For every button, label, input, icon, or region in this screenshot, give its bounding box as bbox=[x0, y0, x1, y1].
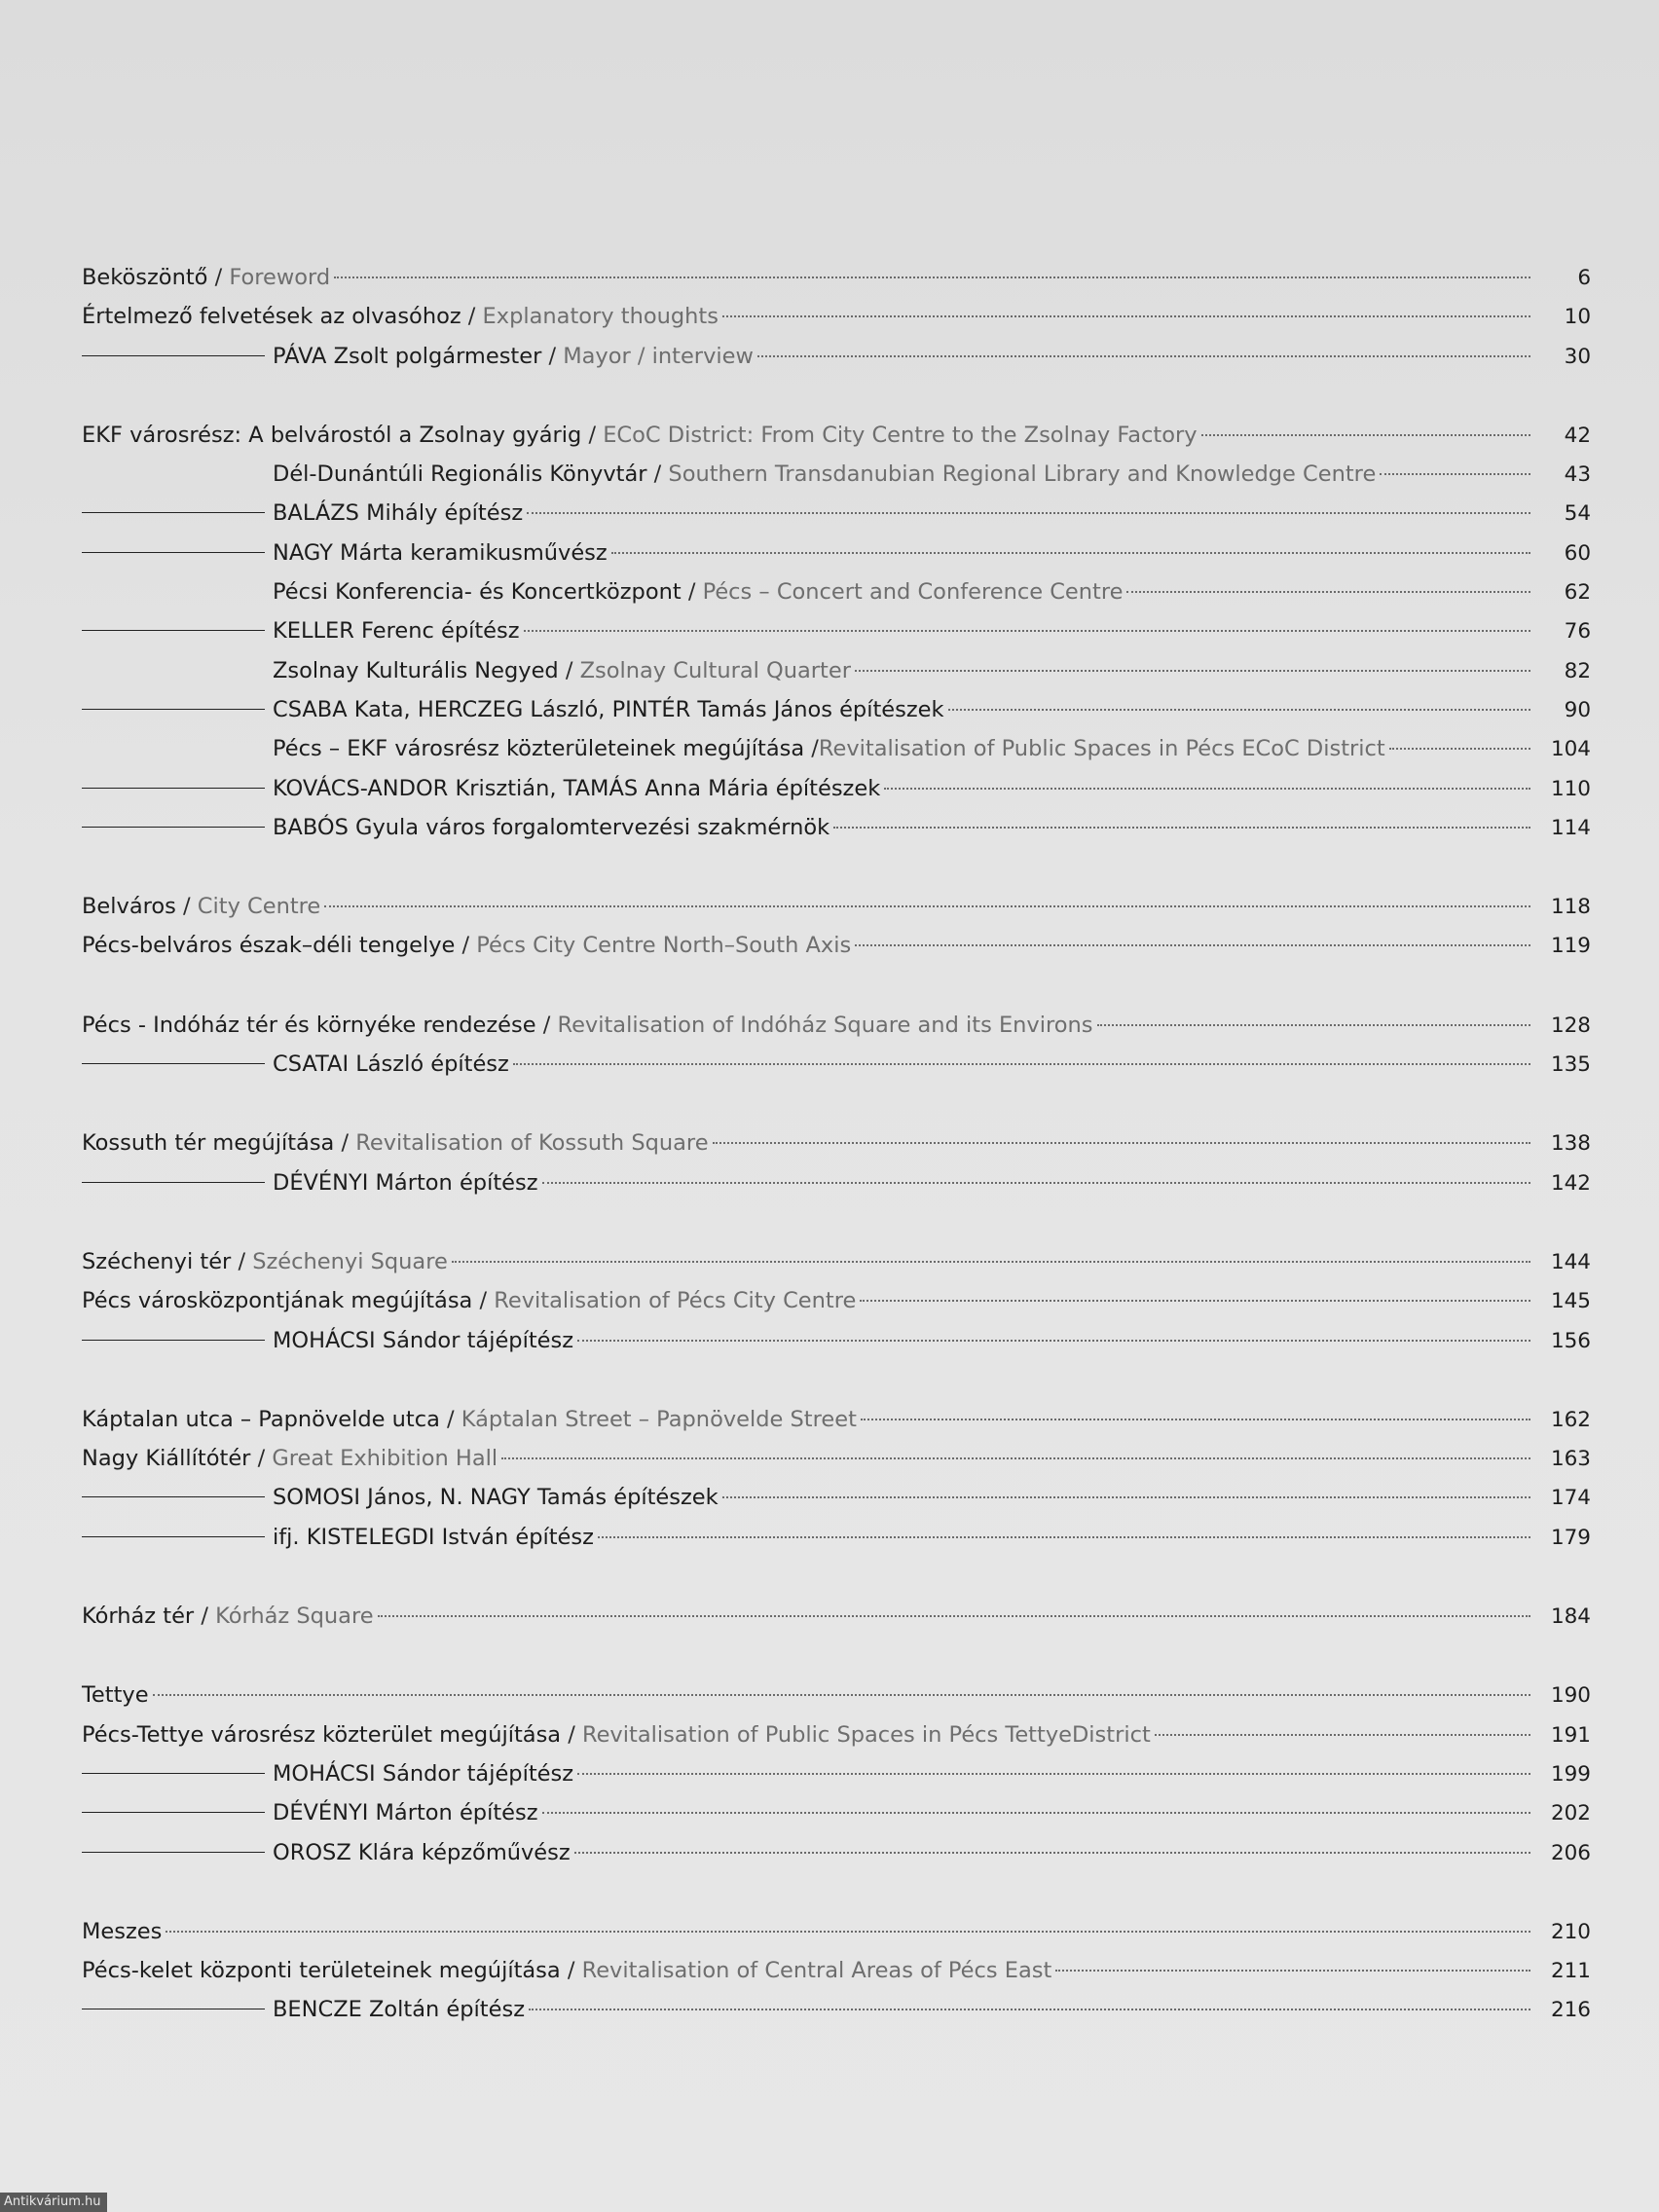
leader-rule bbox=[82, 355, 265, 356]
entry-title-english: Revitalisation of Indóház Square and its Environs bbox=[557, 1012, 1093, 1038]
toc-section bbox=[82, 1400, 1591, 1557]
dot-leader bbox=[598, 1536, 1530, 1538]
toc-entry[interactable] bbox=[82, 1912, 1591, 1951]
page-number: 128 bbox=[1550, 1013, 1591, 1038]
entry-title-hungarian: Pécs városközpontjának megújítása bbox=[82, 1288, 473, 1314]
entry-title-hungarian: Pécs-kelet központi területeinek megújítása bbox=[82, 1958, 561, 1984]
entry-title-english: Explanatory thoughts bbox=[482, 304, 719, 330]
title-separator: / bbox=[175, 894, 198, 920]
leader-rule bbox=[82, 1773, 265, 1774]
dot-leader bbox=[378, 1615, 1530, 1617]
toc-entry[interactable] bbox=[82, 1006, 1591, 1045]
toc-section bbox=[82, 1006, 1591, 1085]
page-number: 174 bbox=[1550, 1486, 1591, 1511]
toc-entry[interactable] bbox=[82, 1163, 1591, 1202]
dot-leader bbox=[713, 1142, 1530, 1144]
dot-leader bbox=[1380, 473, 1530, 475]
title-separator: / bbox=[439, 1406, 461, 1432]
leader-rule bbox=[82, 1340, 265, 1341]
toc-entry[interactable] bbox=[82, 258, 1591, 297]
toc-section bbox=[82, 887, 1591, 966]
title-separator: / bbox=[207, 265, 230, 290]
toc-entry[interactable] bbox=[82, 651, 1591, 690]
entry-title-hungarian: BABÓS Gyula város forgalomtervezési szakmérnök bbox=[273, 814, 830, 840]
dot-leader bbox=[513, 1063, 1530, 1065]
entry-title-hungarian: ifj. KISTELEGDI István építész bbox=[273, 1524, 594, 1550]
entry-title-hungarian: Pécs-Tettye városrész közterület megújítása bbox=[82, 1721, 562, 1748]
entry-title bbox=[273, 611, 520, 650]
entry-title bbox=[82, 1242, 448, 1281]
toc-entry[interactable] bbox=[82, 769, 1591, 808]
entry-title-hungarian: Káptalan utca – Papnövelde utca bbox=[82, 1406, 440, 1432]
entry-title bbox=[82, 1400, 857, 1439]
entry-title-english: Zsolnay Cultural Quarter bbox=[579, 657, 851, 683]
entry-title bbox=[82, 258, 330, 297]
dot-leader bbox=[577, 1340, 1530, 1342]
entry-title-hungarian: BENCZE Zoltán építész bbox=[273, 1997, 526, 2023]
entry-title bbox=[273, 1990, 525, 2029]
toc-entry[interactable] bbox=[82, 1439, 1591, 1478]
entry-title bbox=[273, 1045, 509, 1084]
entry-title-hungarian: Pécs-belváros észak–déli tengelye bbox=[82, 933, 456, 959]
toc-entry[interactable] bbox=[82, 729, 1591, 768]
leader-rule bbox=[82, 1852, 265, 1853]
page-number: 10 bbox=[1564, 305, 1591, 330]
entry-title-hungarian: OROSZ Klára képzőművész bbox=[273, 1839, 571, 1865]
page-number: 82 bbox=[1564, 658, 1591, 683]
dot-leader bbox=[1055, 1970, 1530, 1972]
dot-leader bbox=[527, 512, 1530, 514]
title-separator: / bbox=[646, 461, 669, 488]
page-number: 62 bbox=[1564, 580, 1591, 606]
page-number: 179 bbox=[1550, 1525, 1591, 1550]
entry-title-hungarian: PÁVA Zsolt polgármester bbox=[273, 343, 542, 369]
toc-entry[interactable] bbox=[82, 1715, 1591, 1754]
leader-rule bbox=[82, 1812, 265, 1813]
entry-title-hungarian: Zsolnay Kulturális Negyed bbox=[273, 657, 559, 683]
toc-section bbox=[82, 258, 1591, 376]
dot-leader bbox=[574, 1852, 1530, 1854]
toc-entry[interactable] bbox=[82, 297, 1591, 336]
entry-title-english: Revitalisation of Public Spaces in Pécs ECoC District bbox=[818, 736, 1385, 762]
toc-entry[interactable] bbox=[82, 534, 1591, 572]
entry-title bbox=[82, 1124, 709, 1162]
entry-title-hungarian: Pécsi Konferencia- és Koncertközpont bbox=[273, 579, 682, 606]
entry-title bbox=[273, 651, 851, 690]
page-number: 118 bbox=[1550, 895, 1591, 920]
toc-section bbox=[82, 1597, 1591, 1636]
entry-title bbox=[273, 534, 608, 572]
entry-title-hungarian: Kórház tér bbox=[82, 1604, 195, 1630]
toc-entry[interactable] bbox=[82, 1124, 1591, 1162]
dot-leader bbox=[855, 944, 1530, 946]
title-separator: / bbox=[250, 1446, 273, 1472]
entry-title bbox=[273, 455, 1376, 494]
dot-leader bbox=[884, 788, 1530, 790]
toc-entry[interactable] bbox=[82, 690, 1591, 729]
entry-title bbox=[273, 572, 1123, 611]
entry-title bbox=[273, 337, 754, 376]
toc-entry[interactable] bbox=[82, 1281, 1591, 1320]
leader-rule bbox=[82, 1496, 265, 1497]
entry-title-hungarian: MOHÁCSI Sándor tájépítész bbox=[273, 1327, 574, 1353]
entry-title-hungarian: Pécs - Indóház tér és környéke rendezése bbox=[82, 1012, 536, 1038]
title-separator: / bbox=[558, 657, 580, 683]
entry-title bbox=[273, 1478, 719, 1517]
toc-entry[interactable] bbox=[82, 416, 1591, 455]
entry-title bbox=[82, 926, 851, 965]
title-separator: / bbox=[535, 1012, 558, 1038]
title-separator: / bbox=[334, 1130, 356, 1157]
page-number: 210 bbox=[1550, 1919, 1591, 1944]
entry-title-hungarian: DÉVÉNYI Márton építész bbox=[273, 1169, 538, 1196]
title-separator: / bbox=[681, 579, 703, 606]
dot-leader bbox=[1155, 1734, 1530, 1736]
dot-leader bbox=[1097, 1024, 1531, 1026]
leader-rule bbox=[82, 512, 265, 513]
dot-leader bbox=[542, 1812, 1530, 1814]
title-separator: / bbox=[194, 1604, 216, 1630]
page-number: 144 bbox=[1550, 1249, 1591, 1274]
entry-title-hungarian: Meszes bbox=[82, 1918, 163, 1944]
page-number: 162 bbox=[1550, 1407, 1591, 1432]
entry-title-english: Great Exhibition Hall bbox=[272, 1446, 498, 1472]
entry-title bbox=[273, 494, 523, 533]
toc-entry[interactable] bbox=[82, 1951, 1591, 1990]
entry-title-hungarian: Beköszöntő bbox=[82, 265, 208, 290]
watermark: Antikvárium.hu bbox=[0, 2193, 107, 2212]
entry-title-english: Revitalisation of Public Spaces in Pécs TettyeDistrict bbox=[581, 1721, 1151, 1748]
toc-entry[interactable] bbox=[82, 1833, 1591, 1872]
entry-title-hungarian: Nagy Kiállítótér bbox=[82, 1446, 251, 1472]
toc-entry[interactable] bbox=[82, 1676, 1591, 1714]
entry-title-hungarian: Pécs – EKF városrész közterületeinek megújítása bbox=[273, 736, 805, 762]
page-number: 206 bbox=[1550, 1840, 1591, 1865]
dot-leader bbox=[324, 905, 1530, 907]
entry-title bbox=[273, 1833, 571, 1872]
page-number: 184 bbox=[1550, 1604, 1591, 1630]
toc-entry[interactable] bbox=[82, 337, 1591, 376]
toc-entry[interactable] bbox=[82, 1990, 1591, 2029]
entry-title bbox=[82, 297, 719, 336]
toc-entry[interactable] bbox=[82, 1754, 1591, 1793]
leader-rule bbox=[82, 1182, 265, 1183]
toc-entry[interactable] bbox=[82, 1045, 1591, 1084]
dot-leader bbox=[153, 1694, 1530, 1696]
dot-leader bbox=[334, 276, 1530, 278]
leader-rule bbox=[82, 827, 265, 828]
dot-leader bbox=[948, 709, 1530, 711]
entry-title-english: Mayor / interview bbox=[563, 343, 754, 369]
dot-leader bbox=[166, 1931, 1530, 1933]
page-number: 43 bbox=[1564, 462, 1591, 488]
toc-entry[interactable] bbox=[82, 808, 1591, 847]
entry-title bbox=[273, 769, 880, 808]
entry-title-hungarian: SOMOSI János, N. NAGY Tamás építészek bbox=[273, 1485, 719, 1511]
page-number: 202 bbox=[1550, 1801, 1591, 1826]
toc-entry[interactable] bbox=[82, 1597, 1591, 1636]
dot-leader bbox=[861, 1419, 1530, 1420]
title-separator: / bbox=[560, 1958, 582, 1984]
dot-leader bbox=[611, 552, 1530, 554]
title-separator: / bbox=[804, 736, 819, 762]
page-number: 142 bbox=[1550, 1170, 1591, 1196]
leader-rule bbox=[82, 1063, 265, 1064]
leader-rule bbox=[82, 630, 265, 631]
toc-entry[interactable] bbox=[82, 572, 1591, 611]
dot-leader bbox=[722, 315, 1530, 317]
page-number: 145 bbox=[1550, 1289, 1591, 1314]
title-separator: / bbox=[461, 304, 483, 330]
entry-title-hungarian: NAGY Márta keramikusművész bbox=[273, 539, 608, 566]
entry-title bbox=[82, 1439, 498, 1478]
leader-rule bbox=[82, 709, 265, 710]
dot-leader bbox=[722, 1496, 1530, 1498]
entry-title-hungarian: CSATAI László építész bbox=[273, 1051, 509, 1078]
entry-title bbox=[82, 1597, 374, 1636]
title-separator: / bbox=[561, 1721, 582, 1748]
toc-entry[interactable] bbox=[82, 494, 1591, 533]
entry-title-english: Revitalisation of Kossuth Square bbox=[355, 1130, 709, 1157]
title-separator: / bbox=[541, 343, 564, 369]
toc-entry[interactable] bbox=[82, 455, 1591, 494]
title-separator: / bbox=[472, 1288, 495, 1314]
page-number: 216 bbox=[1550, 1998, 1591, 2023]
entry-title-hungarian: EKF városrész: A belvárostól a Zsolnay gyárig bbox=[82, 422, 582, 448]
toc-entry[interactable] bbox=[82, 1400, 1591, 1439]
toc-section bbox=[82, 1676, 1591, 1871]
dot-leader bbox=[833, 827, 1530, 829]
entry-title bbox=[273, 1321, 573, 1360]
toc-section bbox=[82, 1912, 1591, 2030]
entry-title bbox=[273, 1754, 573, 1793]
page-number: 42 bbox=[1564, 423, 1591, 448]
entry-title bbox=[82, 1281, 856, 1320]
entry-title-english: ECoC District: From City Centre to the Zsolnay Factory bbox=[603, 422, 1198, 448]
page-number: 156 bbox=[1550, 1328, 1591, 1353]
entry-title-hungarian: CSABA Kata, HERCZEG László, PINTÉR Tamás János építészek bbox=[273, 696, 944, 722]
entry-title bbox=[82, 1715, 1151, 1754]
entry-title-english: Pécs – Concert and Conference Centre bbox=[702, 579, 1124, 606]
dot-leader bbox=[542, 1182, 1530, 1184]
page-number: 76 bbox=[1564, 619, 1591, 645]
entry-title bbox=[273, 1793, 538, 1832]
toc-entry[interactable] bbox=[82, 1793, 1591, 1832]
entry-title bbox=[82, 1912, 162, 1951]
entry-title-hungarian: Belváros bbox=[82, 894, 176, 920]
page-number: 199 bbox=[1550, 1761, 1591, 1787]
dot-leader bbox=[1126, 591, 1530, 593]
toc-section bbox=[82, 1242, 1591, 1360]
entry-title-hungarian: MOHÁCSI Sándor tájépítész bbox=[273, 1760, 574, 1787]
entry-title bbox=[273, 729, 1385, 768]
page-number: 110 bbox=[1550, 776, 1591, 801]
dot-leader bbox=[577, 1773, 1530, 1775]
page-number: 114 bbox=[1550, 815, 1591, 840]
entry-title-english: Foreword bbox=[229, 265, 331, 290]
leader-rule bbox=[82, 1536, 265, 1537]
toc-section bbox=[82, 416, 1591, 847]
toc-entry[interactable] bbox=[82, 1321, 1591, 1360]
entry-title-english: Kórház Square bbox=[215, 1604, 374, 1630]
dot-leader bbox=[1201, 434, 1530, 436]
dot-leader bbox=[524, 630, 1530, 632]
entry-title bbox=[82, 887, 320, 926]
dot-leader bbox=[757, 355, 1530, 357]
entry-title-english: City Centre bbox=[197, 894, 321, 920]
page-number: 60 bbox=[1564, 540, 1591, 566]
title-separator: / bbox=[231, 1248, 253, 1274]
entry-title-hungarian: Kossuth tér megújítása bbox=[82, 1130, 335, 1157]
toc-entry[interactable] bbox=[82, 1242, 1591, 1281]
toc-entry[interactable] bbox=[82, 926, 1591, 965]
table-of-contents bbox=[82, 258, 1591, 2070]
toc-entry[interactable] bbox=[82, 611, 1591, 650]
page-number: 138 bbox=[1550, 1131, 1591, 1157]
entry-title-hungarian: Széchenyi tér bbox=[82, 1248, 232, 1274]
toc-entry[interactable] bbox=[82, 1478, 1591, 1517]
entry-title-hungarian: Tettye bbox=[82, 1682, 149, 1709]
entry-title bbox=[82, 416, 1198, 455]
entry-title bbox=[82, 1006, 1093, 1045]
page-number: 190 bbox=[1550, 1683, 1591, 1709]
entry-title-hungarian: KOVÁCS-ANDOR Krisztián, TAMÁS Anna Mária építészek bbox=[273, 775, 881, 801]
entry-title-english: Revitalisation of Pécs City Centre bbox=[494, 1288, 857, 1314]
page-number: 191 bbox=[1550, 1722, 1591, 1748]
dot-leader bbox=[529, 2009, 1530, 2010]
entry-title-hungarian: KELLER Ferenc építész bbox=[273, 618, 520, 645]
entry-title-hungarian: DÉVÉNYI Márton építész bbox=[273, 1800, 538, 1826]
entry-title-english: Pécs City Centre North–South Axis bbox=[476, 933, 852, 959]
toc-section bbox=[82, 1124, 1591, 1202]
dot-leader bbox=[1389, 748, 1530, 750]
entry-title-english: Southern Transdanubian Regional Library and Knowledge Centre bbox=[668, 461, 1377, 488]
page-number: 30 bbox=[1564, 344, 1591, 369]
dot-leader bbox=[860, 1300, 1530, 1302]
entry-title-hungarian: Értelmező felvetések az olvasóhoz bbox=[82, 304, 461, 330]
entry-title bbox=[273, 1163, 538, 1202]
page-number: 104 bbox=[1550, 737, 1591, 762]
entry-title bbox=[82, 1676, 149, 1714]
toc-entry[interactable] bbox=[82, 1518, 1591, 1557]
leader-rule bbox=[82, 552, 265, 553]
entry-title-english: Káptalan Street – Papnövelde Street bbox=[461, 1406, 857, 1432]
entry-title bbox=[273, 808, 830, 847]
toc-entry[interactable] bbox=[82, 887, 1591, 926]
page-number: 135 bbox=[1550, 1052, 1591, 1078]
entry-title bbox=[273, 1518, 594, 1557]
page-number: 6 bbox=[1577, 266, 1591, 290]
entry-title-english: Széchenyi Square bbox=[252, 1248, 448, 1274]
entry-title bbox=[82, 1951, 1051, 1990]
entry-title-hungarian: BALÁZS Mihály építész bbox=[273, 500, 524, 527]
entry-title bbox=[273, 690, 944, 729]
entry-title-english: Revitalisation of Central Areas of Pécs East bbox=[581, 1958, 1052, 1984]
title-separator: / bbox=[581, 422, 604, 448]
title-separator: / bbox=[455, 933, 477, 959]
dot-leader bbox=[855, 670, 1530, 672]
dot-leader bbox=[501, 1457, 1530, 1459]
page-number: 90 bbox=[1564, 697, 1591, 722]
page-number: 54 bbox=[1564, 501, 1591, 527]
dot-leader bbox=[452, 1261, 1530, 1263]
page-number: 163 bbox=[1550, 1447, 1591, 1472]
leader-rule bbox=[82, 788, 265, 789]
page-number: 211 bbox=[1550, 1959, 1591, 1984]
entry-title-hungarian: Dél-Dunántúli Regionális Könyvtár bbox=[273, 461, 647, 488]
page-number: 119 bbox=[1550, 934, 1591, 959]
